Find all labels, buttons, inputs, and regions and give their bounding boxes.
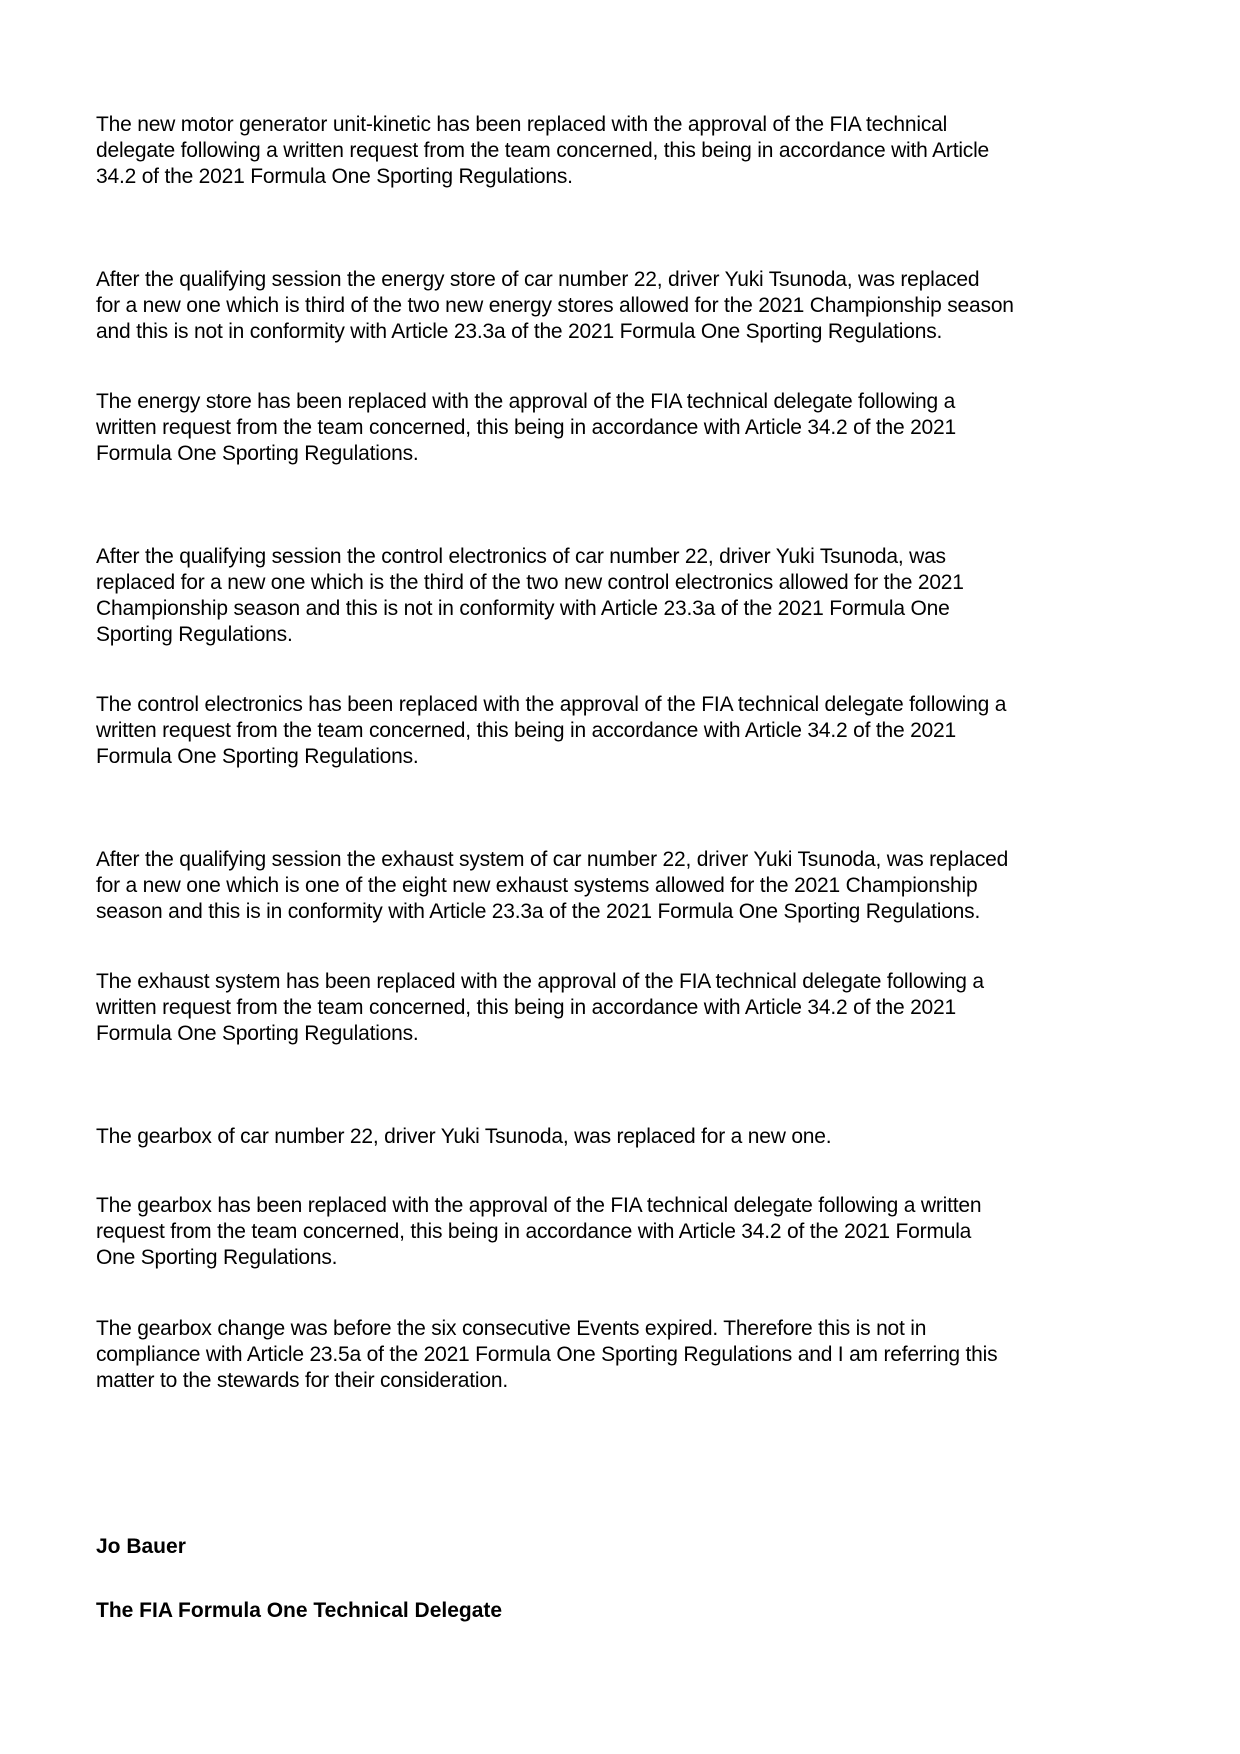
- text-line: and this is not in conformity with Article 23.3a of the 2021 Formula One Sporting Regulations.: [96, 320, 943, 343]
- text-line: The energy store has been replaced with the approval of the FIA technical delegate following a: [96, 390, 956, 413]
- paragraph-exhaust-replacement: [96, 847, 1176, 925]
- text-line: After the qualifying session the control electronics of car number 22, driver Yuki Tsunoda, was: [96, 545, 946, 568]
- text-line: delegate following a written request from the team concerned, this being in accordance with Article: [96, 139, 990, 162]
- text-line: Formula One Sporting Regulations.: [96, 745, 419, 768]
- text-line: Sporting Regulations.: [96, 623, 293, 646]
- text-line: 34.2 of the 2021 Formula One Sporting Regulations.: [96, 165, 573, 188]
- signatory-title: The FIA Formula One Technical Delegate: [96, 1599, 503, 1622]
- text-line: Formula One Sporting Regulations.: [96, 442, 419, 465]
- text-line: The new motor generator unit-kinetic has been replaced with the approval of the FIA technical: [96, 113, 948, 136]
- text-line: written request from the team concerned, this being in accordance with Article 34.2 of the 2021: [96, 719, 956, 742]
- text-line: One Sporting Regulations.: [96, 1246, 338, 1269]
- text-line: The gearbox change was before the six consecutive Events expired. Therefore this is not in: [96, 1317, 927, 1340]
- paragraph-control-electronics-replacement: [96, 544, 1176, 648]
- text-line: Formula One Sporting Regulations.: [96, 1022, 419, 1045]
- paragraph-energy-store-replacement: [96, 267, 1176, 345]
- text-line: for a new one which is one of the eight new exhaust systems allowed for the 2021 Championship: [96, 874, 978, 897]
- paragraph-mgu-k-approval: [96, 112, 1176, 190]
- paragraph-control-electronics-approval: [96, 692, 1176, 770]
- paragraph-gearbox-referral: [96, 1316, 1176, 1394]
- text-line: for a new one which is third of the two new energy stores allowed for the 2021 Championship season: [96, 294, 1014, 317]
- text-line: season and this is in conformity with Article 23.3a of the 2021 Formula One Sporting Regulations.: [96, 900, 981, 923]
- text-line: matter to the stewards for their consideration.: [96, 1369, 508, 1392]
- text-line: The control electronics has been replaced with the approval of the FIA technical delegate following a: [96, 693, 1007, 716]
- paragraph-exhaust-approval: [96, 969, 1176, 1047]
- paragraph-gearbox-replacement: [96, 1124, 1176, 1150]
- paragraph-gearbox-approval: [96, 1193, 1176, 1271]
- signatory-name: Jo Bauer: [96, 1535, 186, 1558]
- text-line: compliance with Article 23.5a of the 2021 Formula One Sporting Regulations and I am referring this: [96, 1343, 998, 1366]
- text-line: The exhaust system has been replaced with the approval of the FIA technical delegate following a: [96, 970, 984, 993]
- text-line: request from the team concerned, this being in accordance with Article 34.2 of the 2021 Formula: [96, 1220, 972, 1243]
- text-line: The gearbox of car number 22, driver Yuki Tsunoda, was replaced for a new one.: [96, 1125, 832, 1148]
- text-line: replaced for a new one which is the third of the two new control electronics allowed for the 2021: [96, 571, 964, 594]
- paragraph-energy-store-approval: [96, 389, 1176, 467]
- text-line: written request from the team concerned, this being in accordance with Article 34.2 of the 2021: [96, 416, 956, 439]
- text-line: Championship season and this is not in conformity with Article 23.3a of the 2021 Formula One: [96, 597, 950, 620]
- text-line: The gearbox has been replaced with the approval of the FIA technical delegate following a written: [96, 1194, 982, 1217]
- text-line: After the qualifying session the energy store of car number 22, driver Yuki Tsunoda, was replaced: [96, 268, 980, 291]
- text-line: After the qualifying session the exhaust system of car number 22, driver Yuki Tsunoda, was replaced: [96, 848, 1009, 871]
- text-line: written request from the team concerned, this being in accordance with Article 34.2 of the 2021: [96, 996, 956, 1019]
